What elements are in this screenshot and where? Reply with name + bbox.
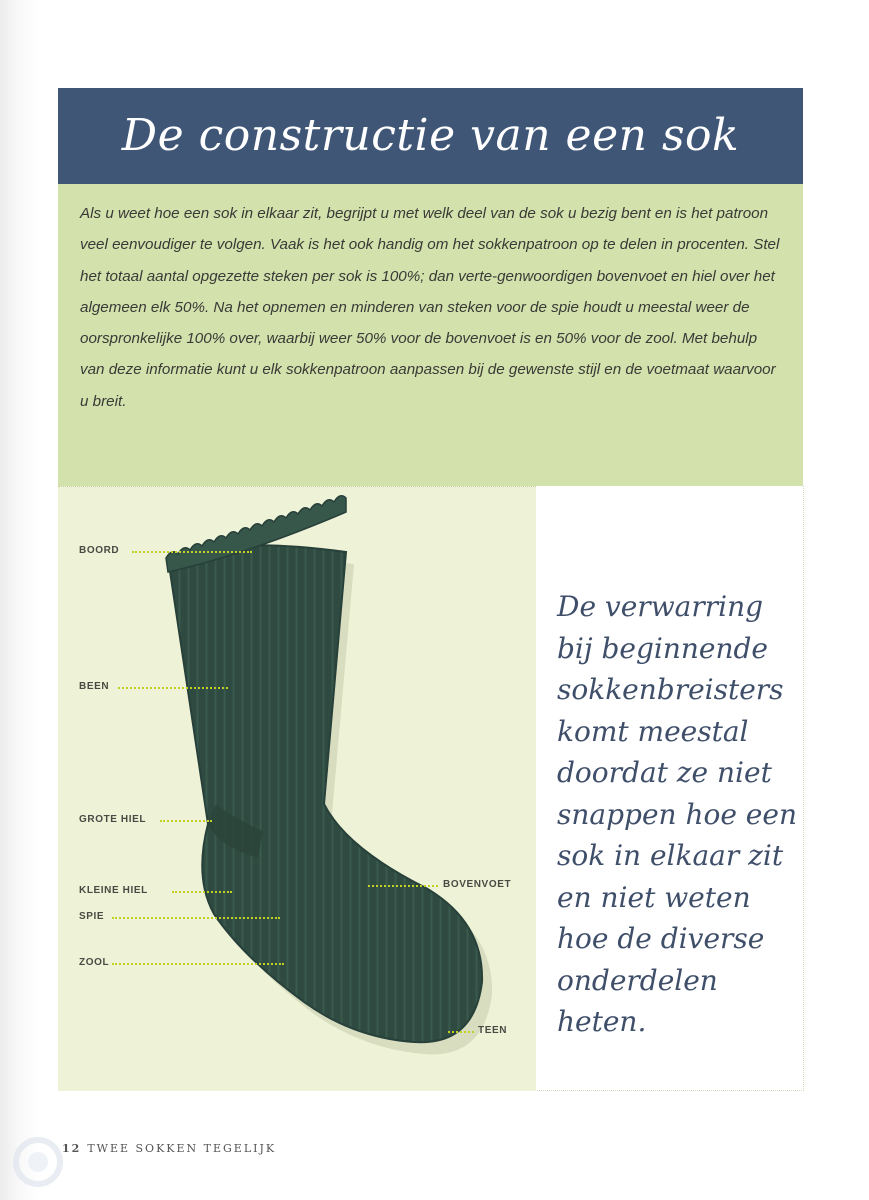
leader-grote-hiel bbox=[160, 820, 212, 822]
leader-teen bbox=[448, 1031, 474, 1033]
pull-quote: De verwarring bij beginnende sokkenbreisters komt meestal doordat ze niet snappen hoe een sok in elkaar zit en niet weten hoe de diverse onderdelen heten. bbox=[557, 590, 797, 1038]
label-bovenvoet: BOVENVOET bbox=[443, 879, 512, 890]
label-zool: ZOOL bbox=[79, 957, 110, 968]
label-spie: SPIE bbox=[79, 911, 105, 922]
page-footer bbox=[62, 1142, 276, 1155]
label-teen: TEEN bbox=[478, 1025, 508, 1036]
label-boord: BOORD bbox=[79, 545, 120, 556]
page-title: De constructie van een sok bbox=[121, 110, 740, 161]
sock-shape bbox=[168, 545, 482, 1042]
leader-boord bbox=[132, 551, 252, 553]
leader-been bbox=[118, 687, 228, 689]
leader-bovenvoet bbox=[368, 885, 438, 887]
title-banner bbox=[58, 88, 803, 184]
sock-illustration bbox=[58, 486, 536, 1090]
intro-box bbox=[58, 184, 803, 486]
label-grote-hiel: GROTE HIEL bbox=[79, 814, 147, 825]
leader-spie bbox=[112, 917, 280, 919]
label-been: BEEN bbox=[79, 681, 110, 692]
leader-zool bbox=[112, 963, 284, 965]
book-title: TWEE SOKKEN TEGELIJK bbox=[87, 1142, 277, 1155]
intro-paragraph: Als u weet hoe een sok in elkaar zit, begrijpt u met welk deel van de sok u bezig bent en is het patroon veel eenvoudiger te volgen. Vaak is het ook handig om het sokkenpatroon op te delen in procenten. Stel het totaal aantal opgezette steken per sok is 100%; dan verte-genwoordigen bovenvoet en hiel over het algemeen elk 50%. Na het opnemen en minderen van steken voor de spie houdt u meestal weer de oorspronkelijke 100% over, waarbij weer 50% voor de bovenvoet is en 50% voor de zool. Met behulp van deze informatie kunt u elk sokkenpatroon aanpassen bij de gewenste stijl en de voetmaat waarvoor u breit. bbox=[80, 205, 780, 410]
page-number: 12 bbox=[62, 1142, 82, 1155]
leader-kleine-hiel bbox=[172, 891, 232, 893]
label-kleine-hiel: KLEINE HIEL bbox=[79, 885, 148, 896]
quote-panel bbox=[537, 486, 804, 1091]
bol-logo-watermark-icon bbox=[8, 1132, 68, 1192]
